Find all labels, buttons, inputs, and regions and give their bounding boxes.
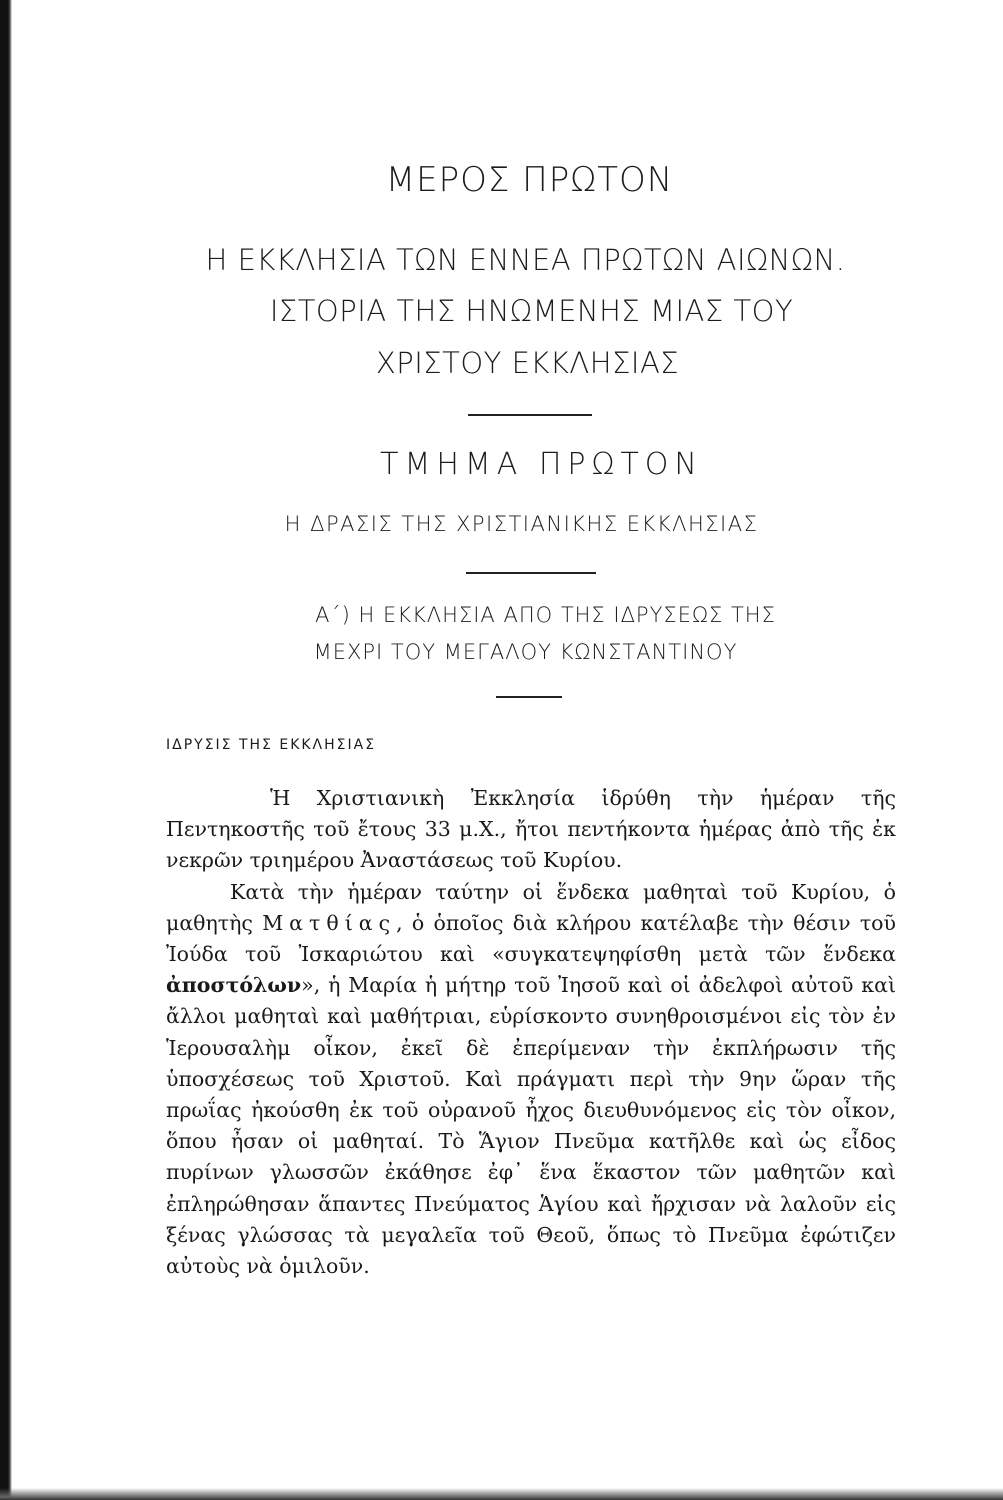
spaced-name-matthias: Ματθίας xyxy=(262,910,397,935)
section-title: ΤΜΗΜΑ ΠΡΩΤΟΝ xyxy=(380,447,703,482)
scan-edge-bottom xyxy=(0,1488,1003,1500)
section-subtitle: Η ΔΡΑΣΙΣ ΤΗΣ ΧΡΙΣΤΙΑΝΙΚΗΣ ΕΚΚΛΗΣΙΑΣ xyxy=(284,512,759,536)
chapter-title-line-2: ΜΕΧΡΙ ΤΟΥ ΜΕΓΑΛΟΥ ΚΩΝΣΤΑΝΤΙΝΟΥ xyxy=(313,640,738,664)
bold-word-apostles: ἀποστόλων xyxy=(166,973,302,998)
divider-rule xyxy=(466,572,596,574)
paragraph-1: Ἡ Χριστιανικὴ Ἐκκλησία ἱδρύθη τὴν ἡμέραν τῆς Πεντηκοστῆς τοῦ ἔτους 33 μ.Χ., ἤτοι πεντήκοντα ἡμέρας ἀπὸ τῆς ἐκ νεκρῶν τριημέρου Ἀναστάσεως τοῦ Κυρίου. xyxy=(166,786,896,873)
divider-rule xyxy=(468,414,592,416)
era-title-line-1: Η ΕΚΚΛΗΣΙΑ ΤΩΝ ΕΝΝΕΑ ΠΡΩΤΩΝ ΑΙΩΝΩΝ. xyxy=(205,243,846,277)
chapter-title-line-1: Α΄) Η ΕΚΚΛΗΣΙΑ ΑΠΟ ΤΗΣ ΙΔΡΥΣΕΩΣ ΤΗΣ xyxy=(315,603,776,627)
subheading: ΙΔΡΥΣΙΣ ΤΗΣ ΕΚΚΛΗΣΙΑΣ xyxy=(166,737,377,753)
paragraph-2-rest: », ἡ Μαρία ἡ μήτηρ τοῦ Ἰησοῦ καὶ οἱ ἀδελφοὶ αὐτοῦ καὶ ἄλλοι μαθηταὶ καὶ μαθήτριαι, εὑρίσκοντο συνηθροισμένοι εἰς τὸν ἐν Ἱερουσαλὴμ οἶκον, ἐκεῖ δὲ ἐπερίμεναν τὴν ἐκπλήρωσιν τῆς ὑποσχέσεως τοῦ Χριστοῦ. Καὶ πράγματι περὶ τὴν 9ην ὥραν τῆς πρωΐας ἠκούσθη ἐκ τοῦ οὐρανοῦ ἦχος διευθυνόμενος εἰς τὸν οἶκον, ὅπου ἦσαν οἱ μαθηταί. Τὸ Ἅγιον Πνεῦμα κατῆλθε καὶ ὡς εἶδος πυρίνων γλωσσῶν ἐκάθησε ἐφ᾽ ἕνα ἕκαστον τῶν μαθητῶν καὶ ἐπληρώθησαν ἅπαντες Πνεύματος Ἁγίου καὶ ἤρχισαν νὰ λαλοῦν εἰς ξένας γλώσσας τὰ μεγαλεῖα τοῦ Θεοῦ, ὅπως τὸ Πνεῦμα ἐφώτιζεν αὐτοὺς νὰ ὁμιλοῦν. xyxy=(166,973,896,1279)
era-title-line-2: ΙΣΤΟΡΙΑ ΤΗΣ ΗΝΩΜΕΝΗΣ ΜΙΑΣ ΤΟΥ xyxy=(269,294,794,328)
part-title: ΜΕΡΟΣ ΠΡΩΤΟΝ xyxy=(385,160,674,200)
era-title-line-3: ΧΡΙΣΤΟΥ ΕΚΚΛΗΣΙΑΣ xyxy=(375,346,680,380)
paragraph-2-before-name: Κατὰ τὴν ἡμέραν ταύτην οἱ ἕνδεκα μαθηταὶ τοῦ Κυρίου, ὁ μαθητὴς xyxy=(166,879,896,935)
divider-rule xyxy=(496,696,562,698)
body-text xyxy=(166,783,896,1282)
paragraph-2 xyxy=(166,877,896,1283)
paragraph-2-after-name: , ὁ ὁποῖος διὰ κλήρου κατέλαβε τὴν θέσιν τοῦ Ἰούδα τοῦ Ἰσκαριώτου καὶ «συγκατεψηφίσθη μετὰ τῶν ἕνδεκα xyxy=(166,910,896,967)
scan-edge-left xyxy=(0,0,12,1500)
